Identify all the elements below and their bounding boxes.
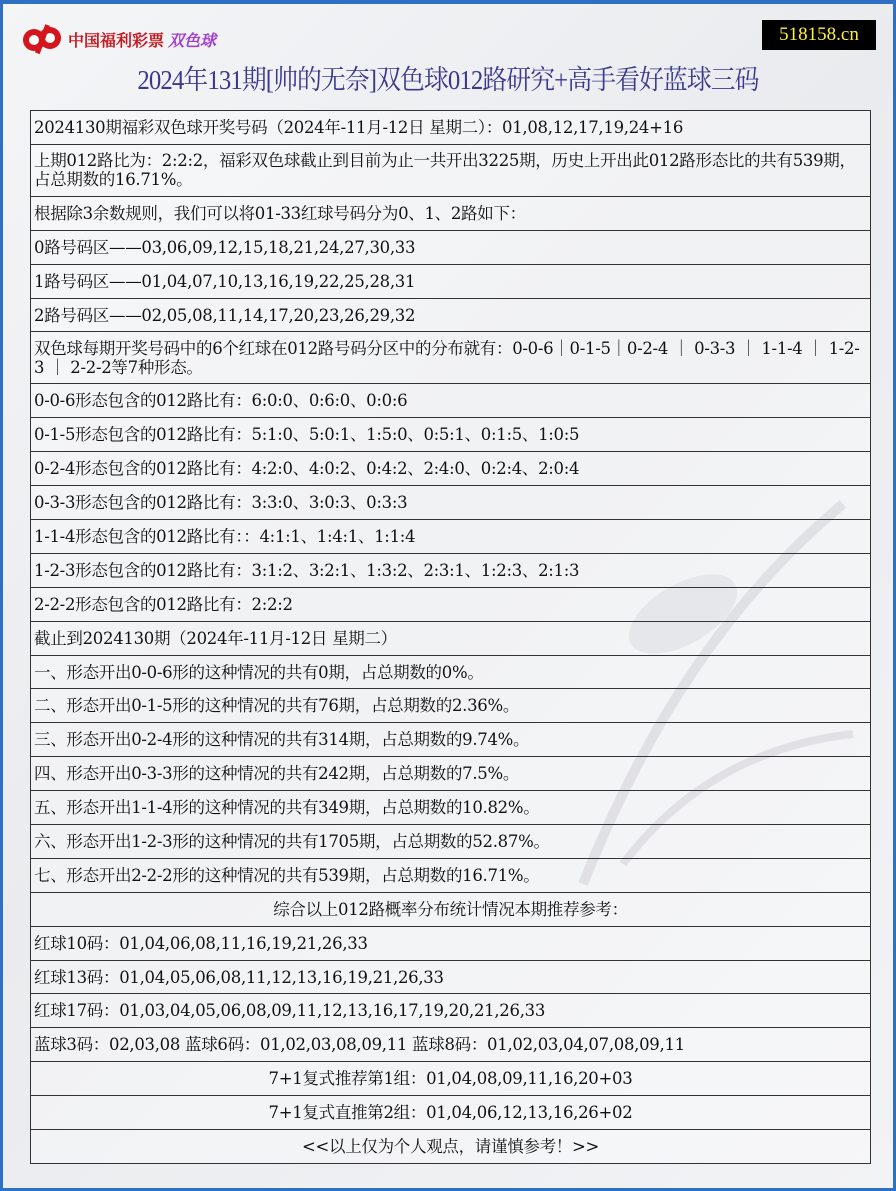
table-cell: 0-3-3形态包含的012路比有：3:3:0、3:0:3、0:3:3 xyxy=(31,486,871,520)
table-cell: 四、形态开出0-3-3形的这种情况的共有242期，占总期数的7.5%。 xyxy=(31,757,871,791)
table-cell: 三、形态开出0-2-4形的这种情况的共有314期，占总期数的9.74%。 xyxy=(31,723,871,757)
table-row xyxy=(31,520,871,554)
table-row xyxy=(31,1130,871,1164)
table-row xyxy=(31,960,871,994)
table-row xyxy=(31,892,871,926)
recommend-heading: 综合以上012路概率分布统计情况本期推荐参考： xyxy=(31,892,871,926)
table-row xyxy=(31,486,871,520)
table-cell: 1-2-3形态包含的012路比有：3:1:2、3:2:1、1:3:2、2:3:1、1:2:3、2:1:3 xyxy=(31,553,871,587)
table-row xyxy=(31,230,871,264)
lottery-logo xyxy=(20,22,216,56)
table-row xyxy=(31,553,871,587)
table-row xyxy=(31,264,871,298)
table-cell: 六、形态开出1-2-3形的这种情况的共有1705期，占总期数的52.87%。 xyxy=(31,825,871,859)
table-cell: 0-2-4形态包含的012路比有：4:2:0、4:0:2、0:4:2、2:4:0、0:2:4、2:0:4 xyxy=(31,452,871,486)
table-cell: 0-1-5形态包含的012路比有：5:1:0、5:0:1、1:5:0、0:5:1、0:1:5、1:0:5 xyxy=(31,418,871,452)
table-cell: 2路号码区——02,05,08,11,14,17,20,23,26,29,32 xyxy=(31,298,871,332)
table-row xyxy=(31,332,871,384)
table-row xyxy=(31,621,871,655)
table-cell: 双色球每期开奖号码中的6个红球在012路号码分区中的分布就有：0-0-6｜0-1-5｜0-2-4 ｜ 0-3-3 ｜ 1-1-4 ｜ 1-2-3 ｜ 2-2-2等7种形态。 xyxy=(31,332,871,384)
table-cell: 一、形态开出0-0-6形的这种情况的共有0期，占总期数的0%。 xyxy=(31,655,871,689)
table-row xyxy=(31,655,871,689)
table-row xyxy=(31,791,871,825)
table-row xyxy=(31,926,871,960)
site-badge[interactable]: 518158.cn xyxy=(762,20,876,50)
table-cell: 2-2-2形态包含的012路比有：2:2:2 xyxy=(31,587,871,621)
table-row xyxy=(31,298,871,332)
red-13: 红球13码：01,04,05,06,08,11,12,13,16,19,21,26,33 xyxy=(31,960,871,994)
logo-text: 中国福利彩票 xyxy=(68,30,165,50)
table-row xyxy=(31,384,871,418)
table-row xyxy=(31,144,871,196)
table-row xyxy=(31,858,871,892)
table-cell: 二、形态开出0-1-5形的这种情况的共有76期，占总期数的2.36%。 xyxy=(31,689,871,723)
logo-text-ssq: 双色球 xyxy=(168,30,217,50)
table-row xyxy=(31,1062,871,1096)
table-cell: 根据除3余数规则，我们可以将01-33红球号码分为0、1、2路如下： xyxy=(31,196,871,230)
analysis-table xyxy=(30,110,871,1164)
combo-2: 7+1复式直推第2组：01,04,06,12,13,16,26+02 xyxy=(31,1096,871,1130)
table-cell: 截止到2024130期（2024年-11月-12日 星期二） xyxy=(31,621,871,655)
last-ratio: 上期012路比为：2:2:2，福彩双色球截止到目前为止一共开出3225期，历史上开出此012路形态比的共有539期，占总期数的16.71%。 xyxy=(31,144,871,196)
table-row xyxy=(31,418,871,452)
table-row xyxy=(31,452,871,486)
table-row xyxy=(31,689,871,723)
combo-1: 7+1复式推荐第1组：01,04,08,09,11,16,20+03 xyxy=(31,1062,871,1096)
table-cell: 1路号码区——01,04,07,10,13,16,19,22,25,28,31 xyxy=(31,264,871,298)
table-row xyxy=(31,994,871,1028)
table-row xyxy=(31,196,871,230)
table-row xyxy=(31,723,871,757)
table-row xyxy=(31,1096,871,1130)
blue-picks: 蓝球3码：02,03,08 蓝球6码：01,02,03,08,09,11 蓝球8码：01,02,03,04,07,08,09,11 xyxy=(31,1028,871,1062)
table-cell: 1-1-4形态包含的012路比有：：4:1:1、1:4:1、1:1:4 xyxy=(31,520,871,554)
draw-result: 2024130期福彩双色球开奖号码（2024年-11月-12日 星期二）：01,08,12,17,19,24+16 xyxy=(31,111,871,145)
table-cell: 七、形态开出2-2-2形的这种情况的共有539期，占总期数的16.71%。 xyxy=(31,858,871,892)
table-row xyxy=(31,757,871,791)
table-row xyxy=(31,1028,871,1062)
disclaimer: <<以上仅为个人观点，请谨慎参考！>> xyxy=(31,1130,871,1164)
page-title: 2024年131期[帅的无奈]双色球012路研究+高手看好蓝球三码 xyxy=(137,65,759,95)
table-row xyxy=(31,587,871,621)
red-17: 红球17码：01,03,04,05,06,08,09,11,12,13,16,17,19,20,21,26,33 xyxy=(31,994,871,1028)
table-row xyxy=(31,111,871,145)
red-10: 红球10码：01,04,06,08,11,16,19,21,26,33 xyxy=(31,926,871,960)
table-cell: 0-0-6形态包含的012路比有：6:0:0、0:6:0、0:0:6 xyxy=(31,384,871,418)
table-row xyxy=(31,825,871,859)
welfare-lottery-logo-icon xyxy=(20,22,64,56)
table-cell: 五、形态开出1-1-4形的这种情况的共有349期，占总期数的10.82%。 xyxy=(31,791,871,825)
table-cell: 0路号码区——03,06,09,12,15,18,21,24,27,30,33 xyxy=(31,230,871,264)
